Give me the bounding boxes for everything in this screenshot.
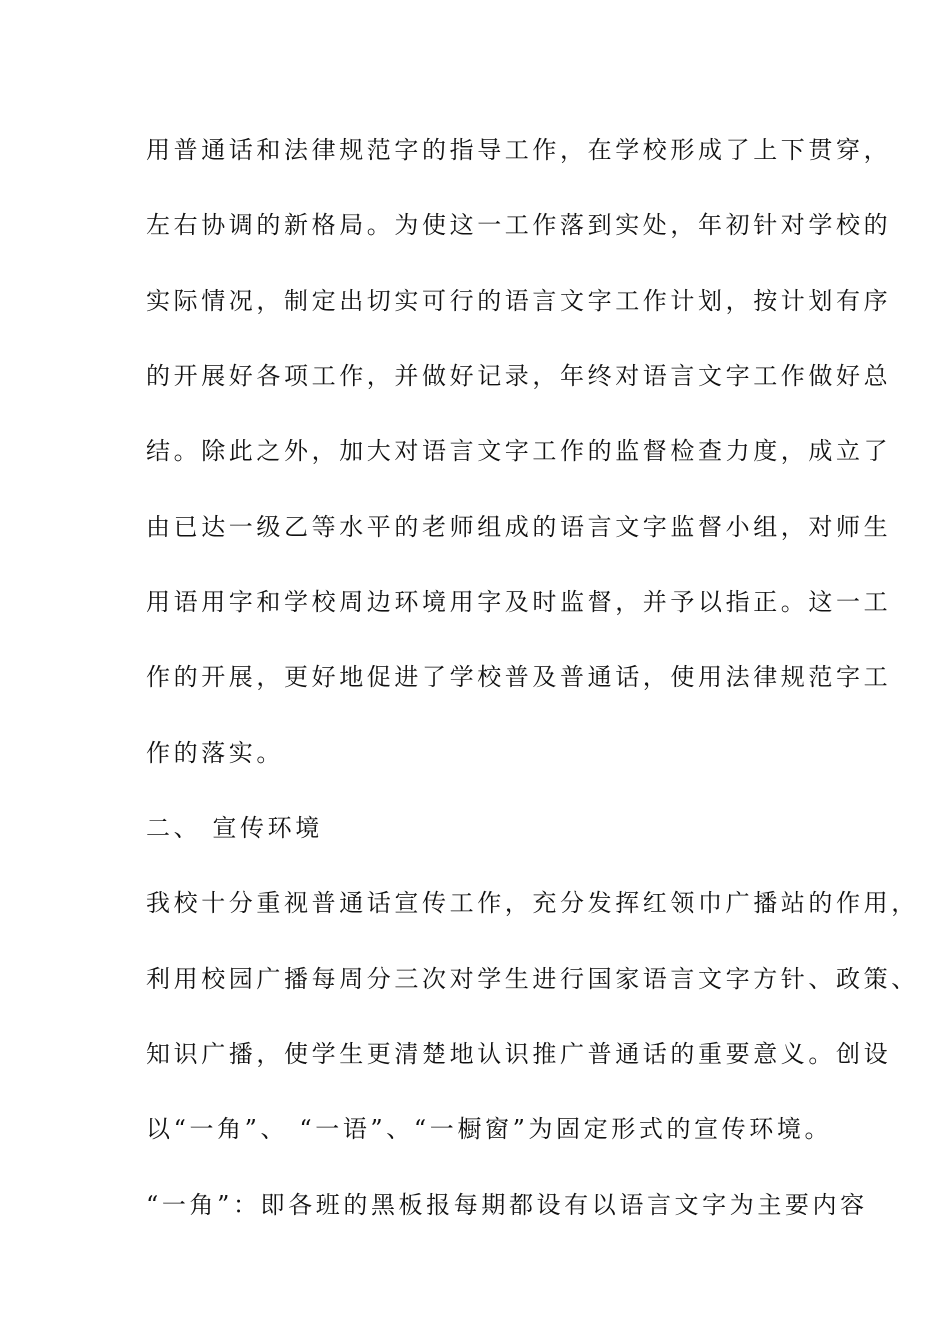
text-line-8: 作的开展，更好地促进了学校普及普通话，使用法律规范字工	[146, 663, 892, 691]
text-line-4: 的开展好各项工作，并做好记录，年终对语言文字工作做好总	[146, 362, 892, 390]
text-line-2: 左右协调的新格局。为使这一工作落到实处，年初针对学校的	[146, 211, 892, 239]
text-line-7: 用语用字和学校周边环境用字及时监督，并予以指正。这一工	[146, 588, 892, 616]
text-line-1: 用普通话和法律规范字的指导工作，在学校形成了上下贯穿，	[146, 136, 892, 164]
text-line-15: “一角”：即各班的黑板报每期都设有以语言文字为主要内容	[146, 1191, 868, 1219]
text-line-9: 作的落实。	[146, 739, 284, 767]
text-line-13: 知识广播，使学生更清楚地认识推广普通话的重要意义。创设	[146, 1040, 892, 1068]
text-line-5: 结。除此之外，加大对语言文字工作的监督检查力度，成立了	[146, 437, 892, 465]
text-line-14: 以“一角”、 “一语”、“一橱窗”为固定形式的宣传环境。	[146, 1115, 833, 1143]
text-line-3: 实际情况，制定出切实可行的语言文字工作计划，按计划有序	[146, 287, 892, 315]
text-line-6: 由已达一级乙等水平的老师组成的语言文字监督小组，对师生	[146, 513, 892, 541]
text-line-11: 我校十分重视普通话宣传工作，充分发挥红领巾广播站的作用，	[146, 889, 919, 917]
section-heading: 二、 宣传环境	[146, 814, 323, 842]
text-line-12: 利用校园广播每周分三次对学生进行国家语言文字方针、政策、	[146, 965, 919, 993]
